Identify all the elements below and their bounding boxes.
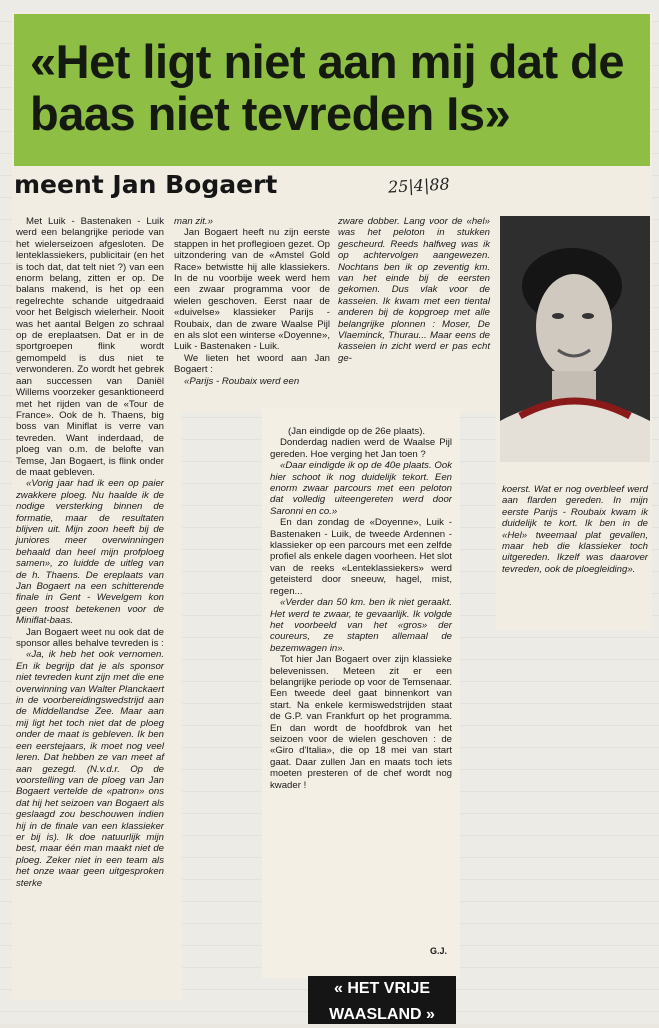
paragraph: (Jan eindigde op de 26e plaats). [288, 426, 426, 437]
paragraph: «Ja, ik heb het ook vernomen. En ik begrijp dat je als sponsor niet tevreden kunt zijn met die ene overwinning van Walter Planckaert in de voorbereidingswedstrijd aan de Middellandse Zee. Maar aan mij ligt het toch niet dat de ploeg onder de maat is gebleven. Ik ben een eerstejaars, ik moet nog veel leren. Dat hebben ze van meet af aan gezegd. (N.v.d.r. Op de voorstelling van de ploeg van Jan Bogaert vertelde de «patron» ons dat hij het seizoen van Bogaert als geslaagd zou beschouwen indien hij in de finale van een klassieker er bij is). Ik doe natuurlijk mijn best, maar één man maakt niet de ploeg. Zeker niet in een team als het onze waar geen uitgesproken sterke [16, 649, 164, 889]
article-column-4 [502, 484, 648, 575]
portrait-photo [500, 216, 650, 462]
paragraph: Met Luik - Bastenaken - Luik werd een belangrijke periode van het wielerseizoen afgesloten. De lenteklassiekers, publicitair (en het is toch dat, dat telt niet ?) van een enorm belang, zitten er op. De balans makend, is het op een regelrechte schande uitgedraaid voor het Belgisch wielerheir. Nooit was het aantal Belgen zo schraal op de ereplaatsen. Dat er in de sportgroepen flink wordt gemompeld is dus niet te verwonderen. Zo wordt het gebrek aan successen van Daniël Willems voorzeker gesanktioneerd met het rijden van de «Tour de France». Ook de h. Thaens, big boss van Miniflat is verre van tevreden. Want inderdaad, de ploeg van o.m. de belofte van Temse, Jan Bogaert, is flink onder de maat gebleven. [16, 216, 164, 478]
author-signature: G.J. [430, 946, 448, 956]
paragraph: man zit.» [174, 216, 213, 227]
paragraph: Jan Bogaert heeft nu zijn eerste stappen in het proflegioen gezet. Op uitzondering van de «Amstel Gold Race» betwistte hij alle klassiekers. In de nu voorbije week werd hem een zwaar programma voor de wielen geschoven. Eerst naar de «duivelse» klassieker Parijs - Roubaix, dan de zware Waalse Pijl en als slot een winterse «Doyenne», Luik - Bastenaken - Luik. [174, 227, 330, 353]
paragraph: Jan Bogaert weet nu ook dat de sponsor alles behalve tevreden is : [16, 626, 164, 650]
article-column-3 [338, 216, 490, 364]
handwritten-date: 25|4|88 [387, 174, 451, 197]
paragraph: Donderdag nadien werd de Waalse Pijl gereden. Hoe verging het Jan toen ? [270, 437, 452, 460]
newspaper-logo: « HET VRIJE WAASLAND » [308, 976, 456, 1024]
paragraph: En dan zondag de «Doyenne», Luik - Bastenaken - Luik, de tweede Ardennen - klassieker op een parcours met een zelfde profiel als enkele dagen voorheen. Het slot van de reeks «Lenteklassiekers» werd geteisterd door sneeuw, hagel, mist, regen... [270, 517, 452, 597]
paragraph: koerst. Wat er nog overbleef werd aan flarden gereden. In mijn eerste Parijs - Roubaix kwam ik duidelijk te kort. Ik ben in de «Hel» tweemaal plat gevallen, maar heb die klassieker toch uitgereden. Ikzelf was daarover tevreden, ook de ploegleiding». [502, 484, 648, 575]
paragraph: «Daar eindigde ik op de 40e plaats. Ook hier schoot ik nog duidelijk tekort. Een enorm zwaar parcours met een peloton dat volledig uiteengereten werd door Saronni en co.» [270, 460, 452, 517]
paragraph: «Verder dan 50 km. ben ik niet geraakt. Het werd te zwaar, te gevaarlijk. Ik volgde het voorbeeld van het «gros» der coureurs, ze stapten allemaal de bezemwagen in». [270, 597, 452, 654]
article-column-5 [270, 426, 452, 791]
paragraph: Tot hier Jan Bogaert over zijn klassieke belevenissen. Meteen zit er een belangrijke periode op voor de Temsenaar. Een tweede deel gaat binnenkort van start. Na enkele kermiswedstrijden staat de G.P. van Frankfurt op het programma. En dan wordt de hoofdbrok van het seizoen voor de wielen geschoven : de «Giro d'Italia», die op 18 mei van start gaat. Daar zullen Jan en maats toch iets moeten presteren of de chef wordt nog kwader ! [270, 654, 452, 791]
paragraph: «Vorig jaar had ik een op paier zwakkere ploeg. Nu haalde ik de nodige versterking binnen de formatie, maar de resultaten blijven uit. Mijn zoon heeft bij de juniores meer overwinningen behaald dan heel mijn profploeg samen», zo luidde de uitleg van de h. Thaens. De ereplaats van Jan Bogaert na een schitterende finale in Gent - Wevelgem kon geen troost betekenen voor de Miniflat-baas. [16, 478, 164, 627]
article-column-1 [16, 216, 164, 889]
paragraph: We lieten het woord aan Jan Bogaert : [174, 352, 330, 376]
portrait-image [500, 216, 650, 462]
paragraph: zware dobber. Lang voor de «hel» was het peloton in stukken gescheurd. Reeds halfweg was ik op achtervolgen aangewezen. Nochtans ben ik op zeventig km. van het einde bij de eersten gekomen. Dus vlak voor de kasseien. Ik kwam met een tiental anderen bij de kopgroep met alle belangrijke plonnen : Moser, De Vlaeminck, Thurau... Maar eens de kasseien in zicht werd er pas echt ge- [338, 216, 490, 364]
article-column-2 [174, 216, 330, 387]
subheadline: meent Jan Bogaert [14, 170, 278, 199]
paragraph: «Parijs - Roubaix werd een [184, 375, 300, 387]
headline: «Het ligt niet aan mij dat de baas niet tevreden Is» [30, 35, 624, 140]
